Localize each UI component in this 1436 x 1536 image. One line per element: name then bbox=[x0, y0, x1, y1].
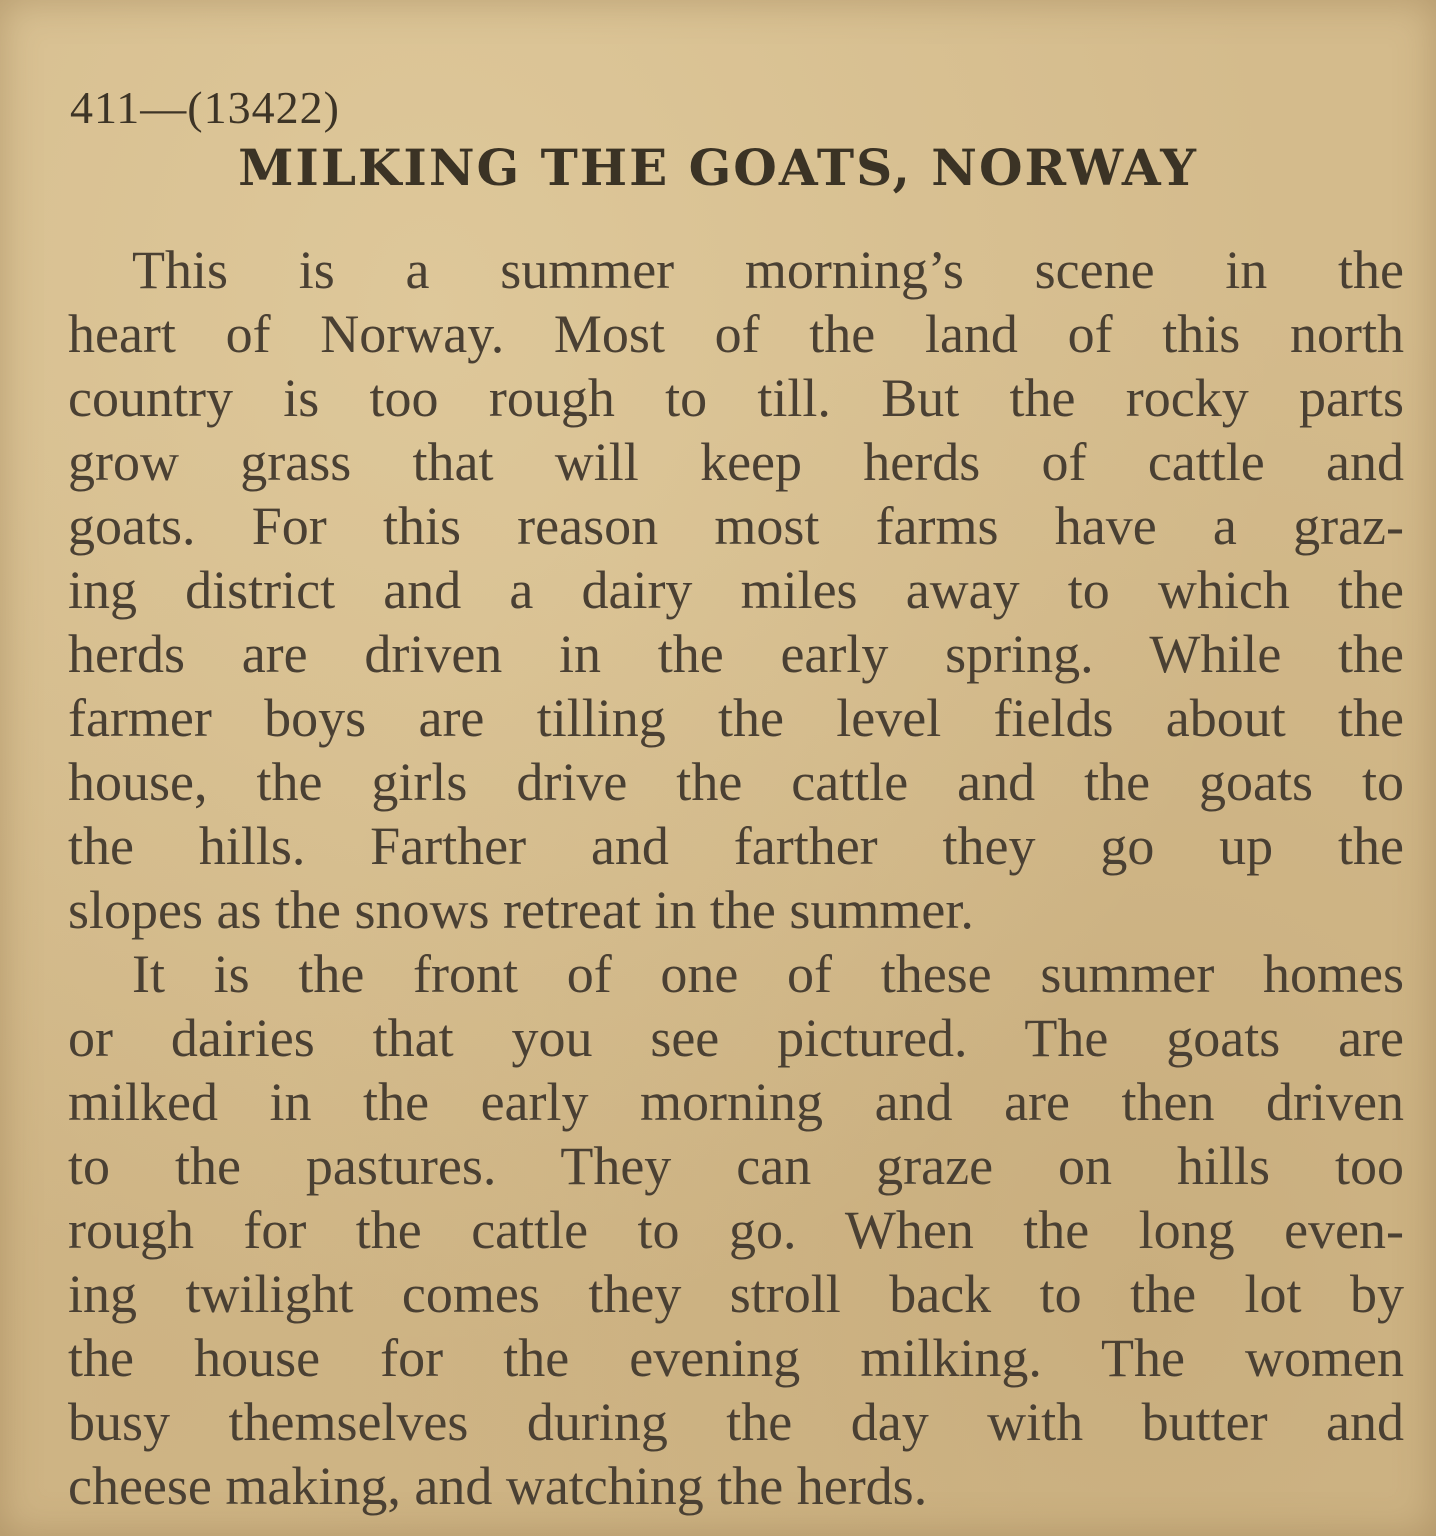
paragraph-2 bbox=[68, 942, 1404, 1518]
text-line: or dairies that you see pictured. The goats are bbox=[68, 1008, 1404, 1068]
text-line: ing district and a dairy miles away to which the bbox=[68, 560, 1404, 620]
card-description bbox=[68, 238, 1404, 1518]
text-line: farmer boys are tilling the level fields about the bbox=[68, 688, 1404, 748]
paragraph-1 bbox=[68, 238, 1404, 942]
text-line: grow grass that will keep herds of cattle and bbox=[68, 432, 1404, 492]
text-line: milked in the early morning and are then driven bbox=[68, 1072, 1404, 1132]
card-title: MILKING THE GOATS, NORWAY bbox=[238, 138, 1198, 197]
text-line: rough for the cattle to go. When the long even- bbox=[68, 1200, 1404, 1260]
text-line: This is a summer morning’s scene in the bbox=[132, 240, 1404, 300]
text-line: busy themselves during the day with butter and bbox=[68, 1392, 1404, 1452]
text-line: slopes as the snows retreat in the summer. bbox=[68, 880, 974, 940]
text-line: goats. For this reason most farms have a graz- bbox=[68, 496, 1404, 556]
text-line: to the pastures. They can graze on hills too bbox=[68, 1136, 1404, 1196]
text-line: the house for the evening milking. The women bbox=[68, 1328, 1404, 1388]
text-line: house, the girls drive the cattle and the goats to bbox=[68, 752, 1404, 812]
text-line: the hills. Farther and farther they go up the bbox=[68, 816, 1404, 876]
text-line: It is the front of one of these summer homes bbox=[132, 944, 1404, 1004]
text-line: herds are driven in the early spring. While the bbox=[68, 624, 1404, 684]
text-line: cheese making, and watching the herds. bbox=[68, 1456, 928, 1516]
text-line: country is too rough to till. But the rocky parts bbox=[68, 368, 1404, 428]
card-number: 411—(13422) bbox=[70, 82, 340, 133]
text-line: ing twilight comes they stroll back to the lot by bbox=[68, 1264, 1404, 1324]
text-line: heart of Norway. Most of the land of this north bbox=[68, 304, 1404, 364]
